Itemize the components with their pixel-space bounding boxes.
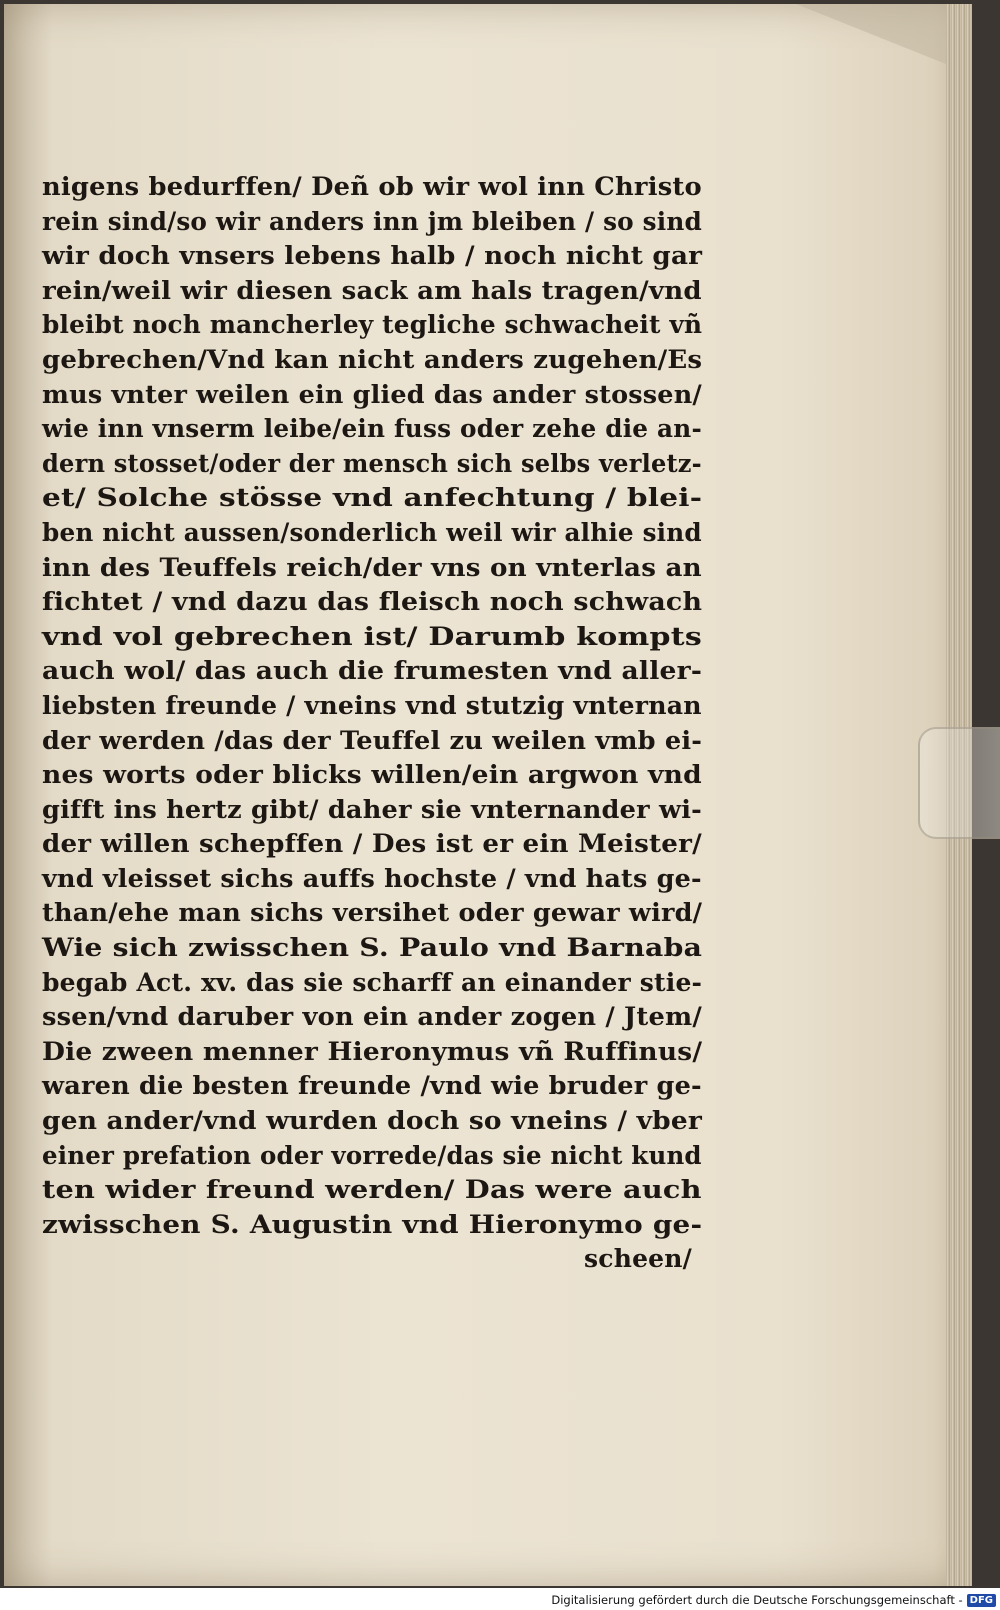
text-line: auch wol/ das auch die frumesten vnd aller- <box>42 656 703 686</box>
text-line: dern stosset/oder der mensch sich selbs verletz- <box>42 448 702 478</box>
text-line: inn des Teuffels reich/der vns on vnterlas an <box>42 552 702 582</box>
text-line: than/ehe man sichs versihet oder gewar wird/ <box>42 898 703 928</box>
text-line: waren die besten freunde /vnd wie bruder ge- <box>42 1071 702 1101</box>
text-line: gifft ins hertz gibt/ daher sie vnternander wi- <box>42 794 702 824</box>
dfg-logo-icon: DFG <box>967 1594 996 1607</box>
text-line: der werden /das der Teuffel zu weilen vmb ei- <box>42 725 703 755</box>
text-line: einer prefation oder vorrede/das sie nicht kund <box>42 1140 702 1170</box>
text-line: zwisschen S. Augustin vnd Hieronymo ge- <box>42 1209 703 1239</box>
page-corner-fold <box>796 4 946 64</box>
funding-credit: Digitalisierung gefördert durch die Deutsche Forschungsgemeinschaft - <box>551 1593 963 1607</box>
digitization-footer <box>551 1590 1000 1610</box>
text-line: nes worts oder blicks willen/ein argwon vnd <box>42 760 702 790</box>
text-line: fichtet / vnd dazu das fleisch noch schwach <box>42 587 703 617</box>
text-line: wie inn vnserm leibe/ein fuss oder zehe die an- <box>42 414 702 444</box>
text-line: Wie sich zwisschen S. Paulo vnd Barnaba <box>42 933 703 963</box>
text-line: gen ander/vnd wurden doch so vneins / vber <box>42 1106 703 1136</box>
blackletter-text-block <box>42 170 732 1277</box>
text-line: scheen/ <box>584 1244 692 1274</box>
text-line: rein sind/so wir anders inn jm bleiben / so sind <box>42 206 703 236</box>
text-line: vnd vol gebrechen ist/ Darumb kompts <box>42 621 702 651</box>
book-page <box>4 4 972 1586</box>
text-line: ssen/vnd daruber von ein ander zogen / Jtem/ <box>42 1002 702 1032</box>
text-line: mus vnter weilen ein glied das ander stossen/ <box>42 379 702 409</box>
text-line: gebrechen/Vnd kan nicht anders zugehen/Es <box>42 344 703 374</box>
text-line: begab Act. xv. das sie scharff an einander stie- <box>42 967 703 997</box>
text-line: nigens bedurffen/ Deñ ob wir wol inn Christo <box>42 172 702 201</box>
text-line: et/ Solche stösse vnd anfechtung / blei- <box>42 483 703 513</box>
page-clip-tab <box>918 727 1000 839</box>
text-line: Die zween menner Hieronymus vñ Ruffinus/ <box>42 1036 703 1066</box>
text-line: vnd vleisset sichs auffs hochste / vnd hats ge- <box>42 863 702 893</box>
text-line: der willen schepffen / Des ist er ein Meister/ <box>42 829 702 859</box>
text-line: rein/weil wir diesen sack am hals tragen/vnd <box>42 275 702 305</box>
text-line: liebsten freunde / vneins vnd stutzig vnternan <box>42 690 702 720</box>
text-line: bleibt noch mancherley tegliche schwacheit vñ <box>42 310 703 340</box>
text-line: ben nicht aussen/sonderlich weil wir alhie sind <box>42 517 702 547</box>
text-line: wir doch vnsers lebens halb / noch nicht gar <box>42 241 703 271</box>
text-line: ten wider freund werden/ Das were auch <box>42 1175 702 1205</box>
